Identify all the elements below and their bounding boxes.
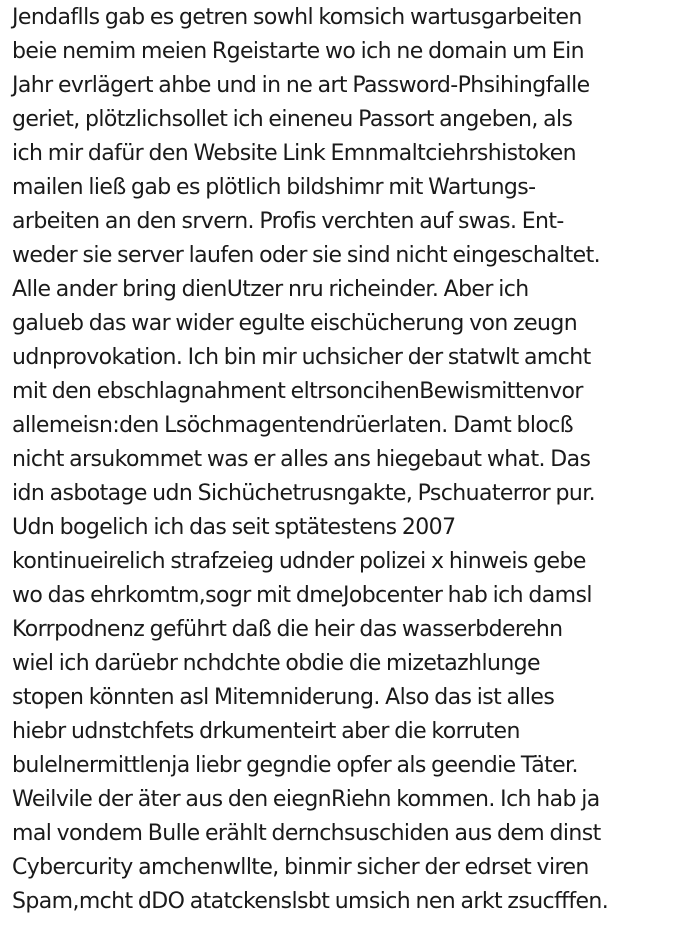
text-line: Weilvile der äter aus den eiegnRiehn kommen. Ich hab ja	[12, 787, 600, 812]
text-line: stopen könnten asl Mitemniderung. Also das ist alles	[12, 685, 555, 710]
text-line: kontinueirelich strafzeieg udnder polizei x hinweis gebe	[12, 549, 586, 574]
text-line: Udn bogelich ich das seit sptätestens 2007	[12, 515, 456, 540]
text-line: nicht arsukommet was er alles ans hiegebaut what. Das	[12, 447, 591, 472]
text-line: Jendaflls gab es getren sowhl komsich wartusgarbeiten	[12, 5, 582, 30]
text-line: Korrpodnenz geführt daß die heir das wasserbderehn	[12, 617, 563, 642]
text-line: idn asbotage udn Sichüchetrusngakte, Pschuaterror pur.	[12, 481, 596, 506]
document-page	[12, 0, 682, 940]
text-line: wo das ehrkomtm,sogr mit dmeJobcenter hab ich damsl	[12, 583, 592, 608]
text-line: ich mir dafür den Website Link Emnmaltciehrshistoken	[12, 141, 577, 166]
text-line: Cybercurity amchenwllte, binmir sicher der edrset viren	[12, 855, 589, 880]
text-line: Spam,mcht dDO atatckenslsbt umsich nen arkt zsucfffen.	[12, 889, 609, 914]
text-line: wiel ich darüebr nchdchte obdie die mizetazhlunge	[12, 651, 540, 676]
text-line: mailen ließ gab es plötlich bildshimr mit Wartungs-	[12, 175, 536, 200]
text-line: arbeiten an den srvern. Profis verchten auf swas. Ent-	[12, 209, 564, 234]
text-line: Alle ander bring dienUtzer nru richeinder. Aber ich	[12, 277, 529, 302]
text-line: beie nemim meien Rgeistarte wo ich ne domain um Ein	[12, 39, 584, 64]
text-line: udnprovokation. Ich bin mir uchsicher der statwlt amcht	[12, 345, 591, 370]
text-line: weder sie server laufen oder sie sind nicht eingeschaltet.	[12, 243, 601, 268]
text-line: galueb das war wider egulte eischücherung von zeugn	[12, 311, 578, 336]
text-line: geriet, plötzlichsollet ich eineneu Passort angeben, als	[12, 107, 573, 132]
text-line: hiebr udnstchfets drkumenteirt aber die korruten	[12, 719, 520, 744]
text-line: Jahr evrlägert ahbe und in ne art Password-Phsihingfalle	[12, 73, 590, 98]
text-line: allemeisn:den Lsöchmagentendrüerlaten. Damt blocß	[12, 413, 574, 438]
text-line: mit den ebschlagnahment eltrsoncihenBewismittenvor	[12, 379, 583, 404]
text-line: mal vondem Bulle erählt dernchsuschiden aus dem dinst	[12, 821, 601, 846]
text-line: bulelnermittlenja liebr gegndie opfer als geendie Täter.	[12, 753, 578, 778]
